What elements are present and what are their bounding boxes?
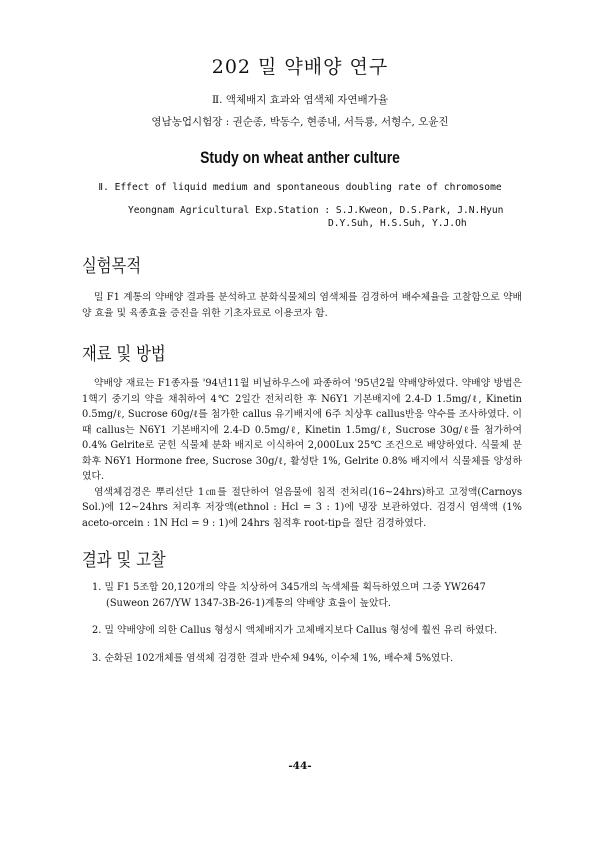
objective-text: 밀 F1 계통의 약배양 결과를 분석하고 분화식물체의 염색체를 검경하여 배수체율을 고찰함으로 약배양 효율 및 육종효율 증진을 위한 기초자료로 이용코자 함. bbox=[82, 292, 522, 319]
objective-paragraph bbox=[82, 290, 522, 321]
page-number: -44- bbox=[288, 760, 312, 772]
authors-korean: 영남농업시험장 : 권순종, 박동수, 현종내, 서득룡, 서형수, 오윤진 bbox=[151, 116, 449, 128]
results-item-2: 2. 밀 약배양에 의한 Callus 형성시 액체배지가 고체배지보다 Callus 형성에 훨씬 유리 하였다. bbox=[92, 625, 498, 636]
heading-results: 결과 및 고찰 bbox=[82, 550, 166, 571]
title-english: Study on wheat anther culture bbox=[200, 148, 400, 167]
subtitle-korean: Ⅱ. 액체배지 효과와 염색체 자연배가율 bbox=[212, 94, 388, 106]
results-item-1: 1. 밀 F1 5조합 20,120개의 약을 치상하여 345개의 녹색체를 획득하였으며 그중 YW2647 (Suweon 267/YW 1347-3B-26-1)계통의 약배양 효율이 높았다. bbox=[92, 582, 486, 609]
affiliation-english bbox=[128, 204, 568, 230]
heading-objective: 실험목적 bbox=[82, 256, 142, 277]
affiliation-line-1: Yeongnam Agricultural Exp.Station : S.J.Kweon, D.S.Park, J.N.Hyun bbox=[128, 205, 504, 216]
heading-methods: 재료 및 방법 bbox=[82, 344, 166, 365]
methods-paragraph-1: 약배양 재료는 F1종자를 '94년11월 비닐하우스에 파종하여 '95년2월 약배양하였다. 약배양 방법은 1핵기 중기의 약을 채취하여 4℃ 2일간 전처리한 후 N6Y1 기본배지에 2.4-D 1.5mg/ℓ, Kinetin 0.5mg/ℓ, Sucrose 60g/ℓ를 첨가한 callus 유기배지에 6주 치상후 callus반응 약수를 조사하였다. 이때 callus는 N6Y1 기본배지에 2.4-D 0.5mg/ℓ, Kinetin 1.5mg/ℓ, Sucrose 30g/ℓ를 첨가하여 0.4% Gelrite로 굳힌 식물체 분화 배지로 이식하여 2,000Lux 25℃ 조건으로 배양하였다. 식물체 분화후 N6Y1 Hormone free, Sucrose 30g/ℓ, 활성탄 1%, Gelrite 0.8% 배지에서 식물체를 양성하였다. bbox=[82, 378, 522, 482]
title-korean: 202 밀 약배양 연구 bbox=[211, 56, 389, 78]
subtitle-english: Ⅱ. Effect of liquid medium and spontaneous doubling rate of chromosome bbox=[98, 182, 502, 193]
methods-paragraphs bbox=[82, 376, 522, 531]
results-item-3: 3. 순화된 102개체를 염색체 검경한 결과 반수체 94%, 이수체 1%, 배수체 5%였다. bbox=[92, 652, 454, 664]
affiliation-line-2: D.Y.Suh, H.S.Suh, Y.J.Oh bbox=[328, 218, 467, 229]
results-list bbox=[92, 580, 532, 678]
methods-paragraph-2: 염색체검경은 뿌리선단 1㎝를 절단하여 얼음물에 침적 전처리(16~24hrs)하고 고정액(Carnoys Sol.)에 12~24hrs 처리후 저장액(ethnol : Hcl = 3 : 1)에 냉장 보관하였다. 검경시 염색액 (1% aceto-orcein : 1N Hcl = 9 : 1)에 24hrs 침적후 root-tip을 절단 검경하였다. bbox=[82, 486, 522, 529]
